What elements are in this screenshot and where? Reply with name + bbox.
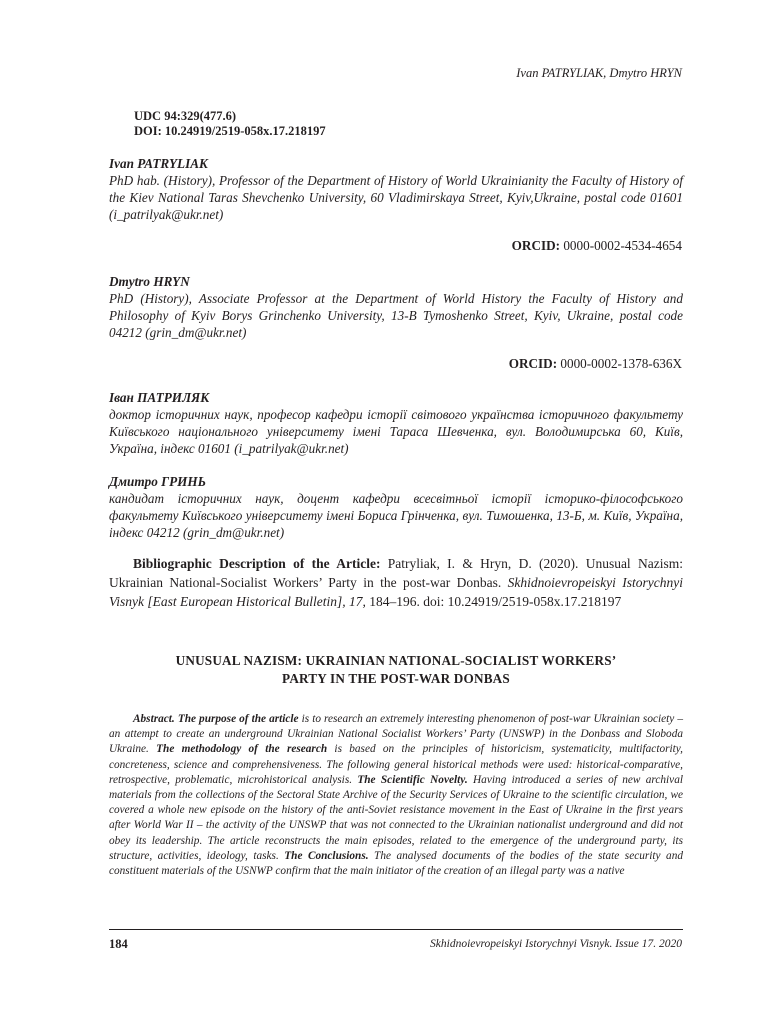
article-title-line1: UNUSUAL NAZISM: UKRAINIAN NATIONAL-SOCIALIST WORKERS’ [175, 653, 617, 668]
orcid-hryn [509, 356, 682, 372]
footer-journal-issue: Skhidnoievropeiskyi Istorychnyi Visnyk. Issue 17. 2020 [430, 938, 682, 950]
author-affiliation: кандидат історичних наук, доцент кафедри всесвітньої історії історико-філософського факультету Київського університету імені Бориса Грінченка, вул. Тимошенка, 13-Б, м. Київ, Україна, індекс 04212 (grin_dm@ukr.net) [109, 491, 683, 540]
author-block-patryliak-ua [109, 389, 683, 457]
bibliographic-label: Bibliographic Description of the Article: [133, 556, 381, 571]
novelty-label: The Scientific Novelty. [357, 773, 468, 786]
udc-code: UDC 94:329(477.6) [134, 109, 237, 123]
udc-doi-block [134, 109, 326, 139]
conclusions-label: The Conclusions. [284, 849, 369, 862]
bibliographic-text: Patryliak, I. & Hryn, D. (2020). Unusual Nazism: Ukrainian National-Socialist Workers’ Party in the post-war Donbas. [109, 556, 683, 590]
author-affiliation: доктор історичних наук, професор кафедри історії світового українства історичного факультету Київського національного університету імені Тараса Шевченка, вул. Володимирська 60, Київ, Україна, індекс 01601 (i_patrilyak@ukr.net) [109, 407, 683, 456]
orcid-patryliak [512, 238, 682, 254]
abstract [109, 712, 683, 879]
running-head: Ivan PATRYLIAK, Dmytro HRYN [516, 66, 682, 80]
author-block-hryn-ua [109, 473, 683, 541]
article-title-line2: PARTY IN THE POST-WAR DONBAS [282, 671, 510, 686]
abstract-text-1: is to research an extremely interesting phenomenon of post-war Ukrainian society – an attempt to create an underground Ukrainian National Socialist Workers’ Party (UNSWP) in the Donbass and Sloboda Ukraine. [109, 713, 683, 756]
author-name: Ivan PATRYLIAK [109, 156, 208, 171]
author-affiliation: PhD (History), Associate Professor at the Department of World History the Faculty of History and Philosophy of Kyiv Borys Grinchenko University, 13-B Tymoshenko Street, Kyiv, Ukraine, postal code 04212 (grin_dm@ukr.net) [109, 291, 683, 340]
abstract-label: Abstract. [133, 713, 175, 725]
abstract-text-4: The analysed documents of the bodies of the state security and constituent materials of the USNWP confirm that the main initiator of the creation of an illegal party was a native [109, 849, 683, 878]
abstract-text-2: is based on the principles of historicism, systematicity, multifactority, concreteness, science and comprehensiveness. The following general historical methods were used: historical-comparative, retrospective, problematic, microhistorical analysis. [109, 743, 684, 786]
bibliographic-description [109, 554, 683, 611]
journal-name: Skhidnoievropeiskyi Istorychnyi Visnyk [East European Historical Bulletin], 17, [109, 575, 683, 609]
author-block-patryliak-en [109, 155, 683, 223]
author-block-hryn-en [109, 273, 683, 341]
bibliographic-pages-doi: 184–196. doi: 10.24919/2519-058x.17.218197 [365, 594, 622, 609]
orcid-value: 0000-0002-4534-4654 [563, 238, 682, 253]
doi: DOI: 10.24919/2519-058x.17.218197 [134, 124, 326, 138]
purpose-label: The purpose of the article [177, 713, 299, 725]
author-name: Dmytro HRYN [109, 274, 190, 289]
page-number: 184 [109, 937, 128, 951]
orcid-label: ORCID: [511, 238, 561, 253]
author-name: Іван ПАТРИЛЯК [109, 390, 210, 405]
abstract-text-3: Having introduced a series of new archival materials from the collections of the Sectoral State Archive of the Security Services of Ukraine to the scientific circulation, we covered a whole new episode on the history of the anti-Soviet resistance movement in the East of Ukraine in the first years after World War II – the activity of the UNSWP that was not connected to the Ukrainian nationalist underground and did not obey its leadership. The article reconstructs the main episodes, related to the emergence of the underground party, its structure, activities, ideology, tasks. [109, 773, 683, 862]
author-name: Дмитро ГРИНЬ [109, 474, 207, 489]
orcid-value: 0000-0002-1378-636X [560, 356, 682, 371]
methodology-label: The methodology of the research [156, 743, 328, 756]
author-affiliation: PhD hab. (History), Professor of the Department of History of World Ukrainianity the Faculty of History of the Kiev National Taras Shevchenko University, 60 Vladimirskaya Street, Kyiv,Ukraine, postal code 01601 (i_patrilyak@ukr.net) [109, 173, 683, 222]
footer-rule [109, 929, 683, 930]
orcid-label: ORCID: [508, 356, 558, 371]
article-title [109, 652, 683, 688]
